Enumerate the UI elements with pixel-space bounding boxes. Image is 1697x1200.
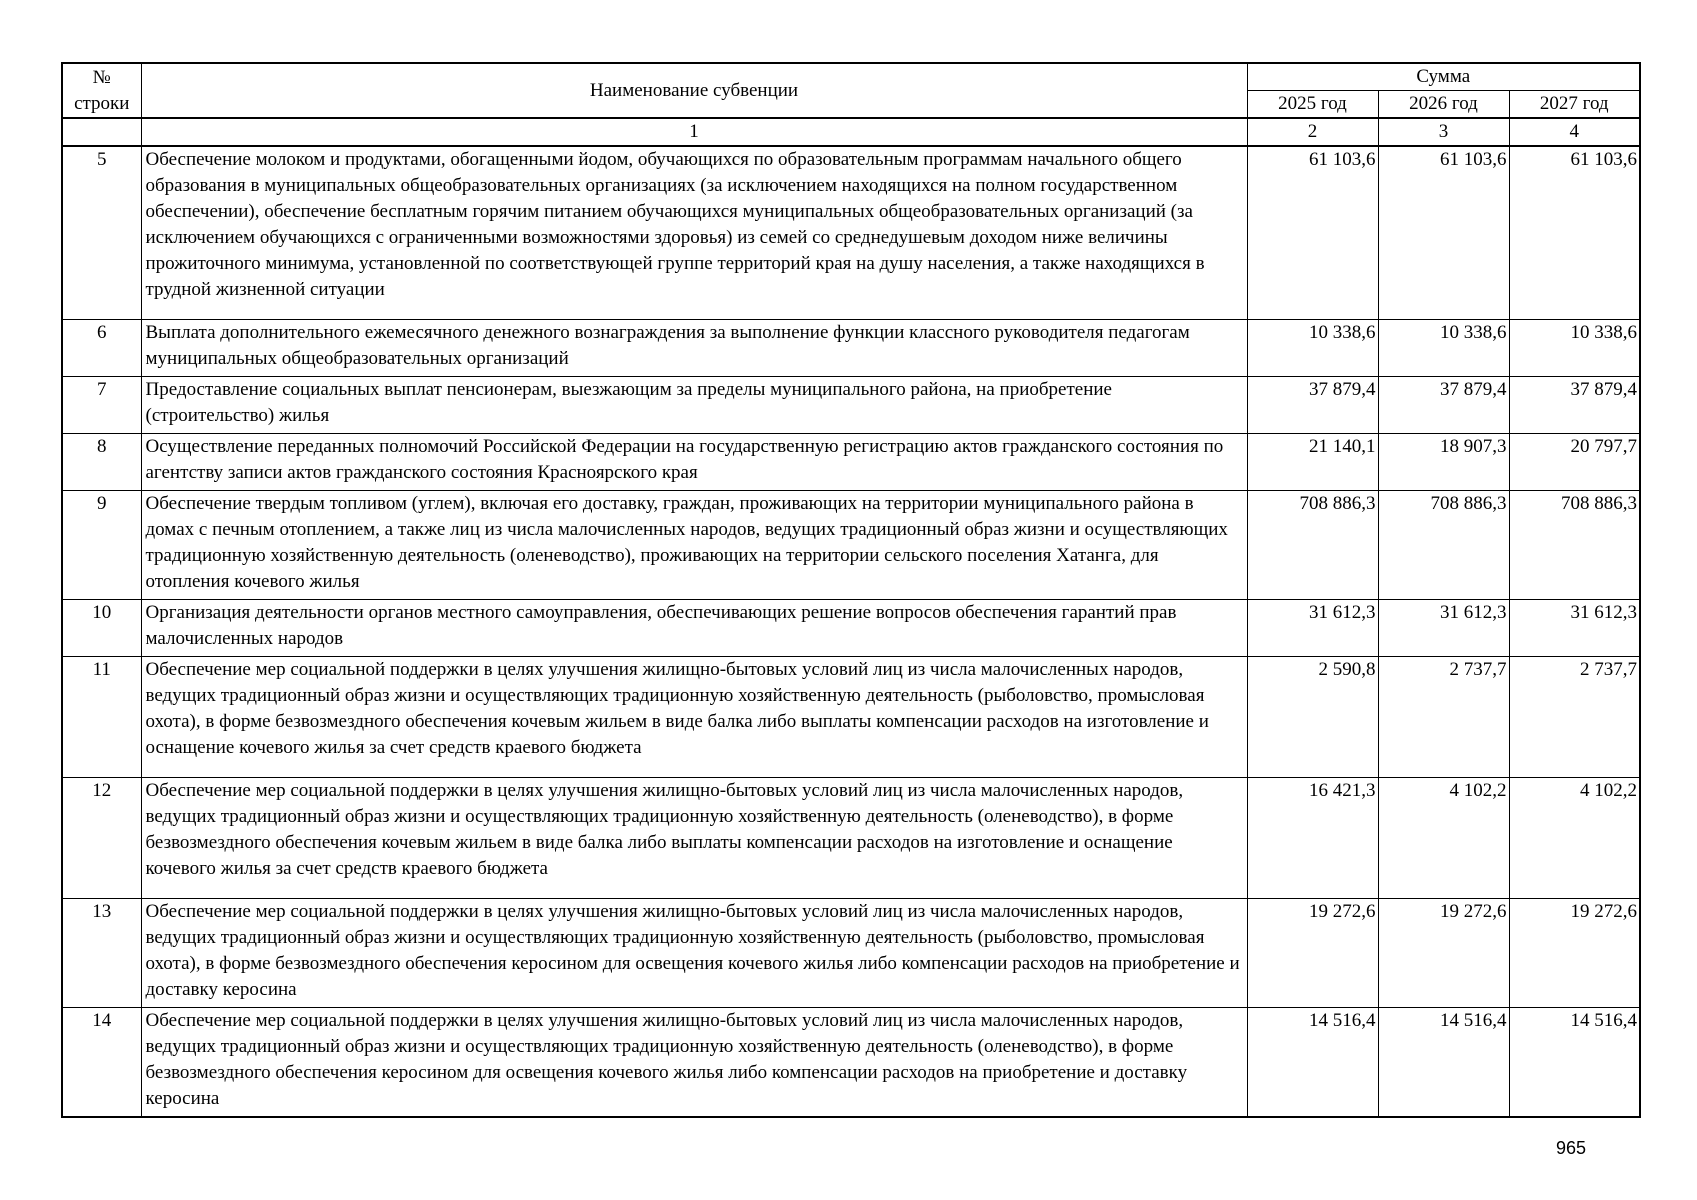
- col-number-2: 2: [1247, 118, 1378, 146]
- table-row: [62, 600, 1640, 657]
- sum-2027-cell: 4 102,2: [1509, 778, 1640, 899]
- sum-2025-cell: 37 879,4: [1247, 377, 1378, 434]
- sum-2025-cell: 31 612,3: [1247, 600, 1378, 657]
- sum-2027-cell: 2 737,7: [1509, 657, 1640, 778]
- row-number-cell: 10: [62, 600, 141, 657]
- header-year-2027: 2027 год: [1509, 91, 1640, 119]
- subvention-name-cell: Обеспечение молоком и продуктами, обогащенными йодом, обучающихся по образовательным программам начального общего образования в муниципальных общеобразовательных организациях (за исключением находящихся на полном государственном обеспечении), обеспечение бесплатным горячим питанием обучающихся муниципальных общеобразовательных организаций (за исключением обучающихся с ограниченными возможностями здоровья) из семей со среднедушевым доходом ниже величины прожиточного минимума, установленной по соответствующей группе территорий края на душу населения, а также находящихся в трудной жизненной ситуации: [141, 146, 1247, 320]
- table-row: [62, 146, 1640, 320]
- sum-2027-cell: 61 103,6: [1509, 146, 1640, 320]
- table-row: [62, 657, 1640, 778]
- table-row: [62, 491, 1640, 600]
- table-row: [62, 1008, 1640, 1118]
- subvention-name-cell: Предоставление социальных выплат пенсионерам, выезжающим за пределы муниципального района, на приобретение (строительство) жилья: [141, 377, 1247, 434]
- sum-2026-cell: 2 737,7: [1378, 657, 1509, 778]
- subvention-name-cell: Обеспечение мер социальной поддержки в целях улучшения жилищно-бытовых условий лиц из числа малочисленных народов, ведущих традиционный образ жизни и осуществляющих традиционную хозяйственную деятельность (оленеводство), в форме безвозмездного обеспечения керосином для освещения кочевого жилья либо компенсации расходов на приобретение и доставку керосина: [141, 1008, 1247, 1118]
- sum-2027-cell: 10 338,6: [1509, 320, 1640, 377]
- header-row-number: № строки: [62, 63, 141, 118]
- col-number-4: 4: [1509, 118, 1640, 146]
- page-number: 965: [1556, 1138, 1587, 1158]
- col-number-empty: [62, 118, 141, 146]
- sum-2027-cell: 14 516,4: [1509, 1008, 1640, 1118]
- row-number-cell: 5: [62, 146, 141, 320]
- subvention-name-cell: Обеспечение твердым топливом (углем), включая его доставку, граждан, проживающих на территории муниципального района в домах с печным отоплением, а также лиц из числа малочисленных народов, ведущих традиционный образ жизни и осуществляющих традиционную хозяйственную деятельность (оленеводство), проживающих на территории сельского поселения Хатанга, для отопления кочевого жилья: [141, 491, 1247, 600]
- table-row: [62, 377, 1640, 434]
- sum-2025-cell: 61 103,6: [1247, 146, 1378, 320]
- header-sum: Сумма: [1247, 63, 1640, 91]
- sum-2025-cell: 708 886,3: [1247, 491, 1378, 600]
- sum-2025-cell: 21 140,1: [1247, 434, 1378, 491]
- row-number-cell: 8: [62, 434, 141, 491]
- row-number-cell: 13: [62, 899, 141, 1008]
- sum-2026-cell: 61 103,6: [1378, 146, 1509, 320]
- table-row: [62, 778, 1640, 899]
- header-year-2025: 2025 год: [1247, 91, 1378, 119]
- sum-2026-cell: 37 879,4: [1378, 377, 1509, 434]
- row-number-cell: 14: [62, 1008, 141, 1118]
- sum-2025-cell: 19 272,6: [1247, 899, 1378, 1008]
- row-number-cell: 9: [62, 491, 141, 600]
- sum-2025-cell: 10 338,6: [1247, 320, 1378, 377]
- subvention-name-cell: Обеспечение мер социальной поддержки в целях улучшения жилищно-бытовых условий лиц из числа малочисленных народов, ведущих традиционный образ жизни и осуществляющих традиционную хозяйственную деятельность (рыболовство, промысловая охота), в форме безвозмездного обеспечения керосином для освещения кочевого жилья либо компенсации расходов на приобретение и доставку керосина: [141, 899, 1247, 1008]
- sum-2026-cell: 708 886,3: [1378, 491, 1509, 600]
- row-number-cell: 11: [62, 657, 141, 778]
- sum-2025-cell: 16 421,3: [1247, 778, 1378, 899]
- subvention-name-cell: Выплата дополнительного ежемесячного денежного вознаграждения за выполнение функции классного руководителя педагогам муниципальных общеобразовательных организаций: [141, 320, 1247, 377]
- subvention-name-cell: Обеспечение мер социальной поддержки в целях улучшения жилищно-бытовых условий лиц из числа малочисленных народов, ведущих традиционный образ жизни и осуществляющих традиционную хозяйственную деятельность (рыболовство, промысловая охота), в форме безвозмездного обеспечения кочевым жильем в виде балка либо выплаты компенсации расходов на изготовление и оснащение кочевого жилья за счет средств краевого бюджета: [141, 657, 1247, 778]
- subventions-table: [61, 62, 1641, 1118]
- sum-2027-cell: 708 886,3: [1509, 491, 1640, 600]
- subvention-name-cell: Осуществление переданных полномочий Российской Федерации на государственную регистрацию актов гражданского состояния по агентству записи актов гражданского состояния Красноярского края: [141, 434, 1247, 491]
- sum-2025-cell: 2 590,8: [1247, 657, 1378, 778]
- sum-2026-cell: 10 338,6: [1378, 320, 1509, 377]
- sum-2027-cell: 19 272,6: [1509, 899, 1640, 1008]
- sum-2026-cell: 14 516,4: [1378, 1008, 1509, 1118]
- subvention-name-cell: Организация деятельности органов местного самоуправления, обеспечивающих решение вопросов обеспечения гарантий прав малочисленных народов: [141, 600, 1247, 657]
- subvention-name-cell: Обеспечение мер социальной поддержки в целях улучшения жилищно-бытовых условий лиц из числа малочисленных народов, ведущих традиционный образ жизни и осуществляющих традиционную хозяйственную деятельность (оленеводство), в форме безвозмездного обеспечения кочевым жильем в виде балка либо выплаты компенсации расходов на изготовление и оснащение кочевого жилья за счет средств краевого бюджета: [141, 778, 1247, 899]
- sum-2026-cell: 31 612,3: [1378, 600, 1509, 657]
- row-number-cell: 12: [62, 778, 141, 899]
- sum-2025-cell: 14 516,4: [1247, 1008, 1378, 1118]
- row-number-cell: 6: [62, 320, 141, 377]
- row-number-cell: 7: [62, 377, 141, 434]
- table-row: [62, 434, 1640, 491]
- sum-2026-cell: 18 907,3: [1378, 434, 1509, 491]
- sum-2027-cell: 37 879,4: [1509, 377, 1640, 434]
- table-body: [62, 146, 1640, 1117]
- header-subvention-name: Наименование субвенции: [141, 63, 1247, 118]
- sum-2027-cell: 20 797,7: [1509, 434, 1640, 491]
- sum-2026-cell: 19 272,6: [1378, 899, 1509, 1008]
- col-number-1: 1: [141, 118, 1247, 146]
- sum-2026-cell: 4 102,2: [1378, 778, 1509, 899]
- header-year-2026: 2026 год: [1378, 91, 1509, 119]
- sum-2027-cell: 31 612,3: [1509, 600, 1640, 657]
- table-row: [62, 320, 1640, 377]
- table-row: [62, 899, 1640, 1008]
- col-number-3: 3: [1378, 118, 1509, 146]
